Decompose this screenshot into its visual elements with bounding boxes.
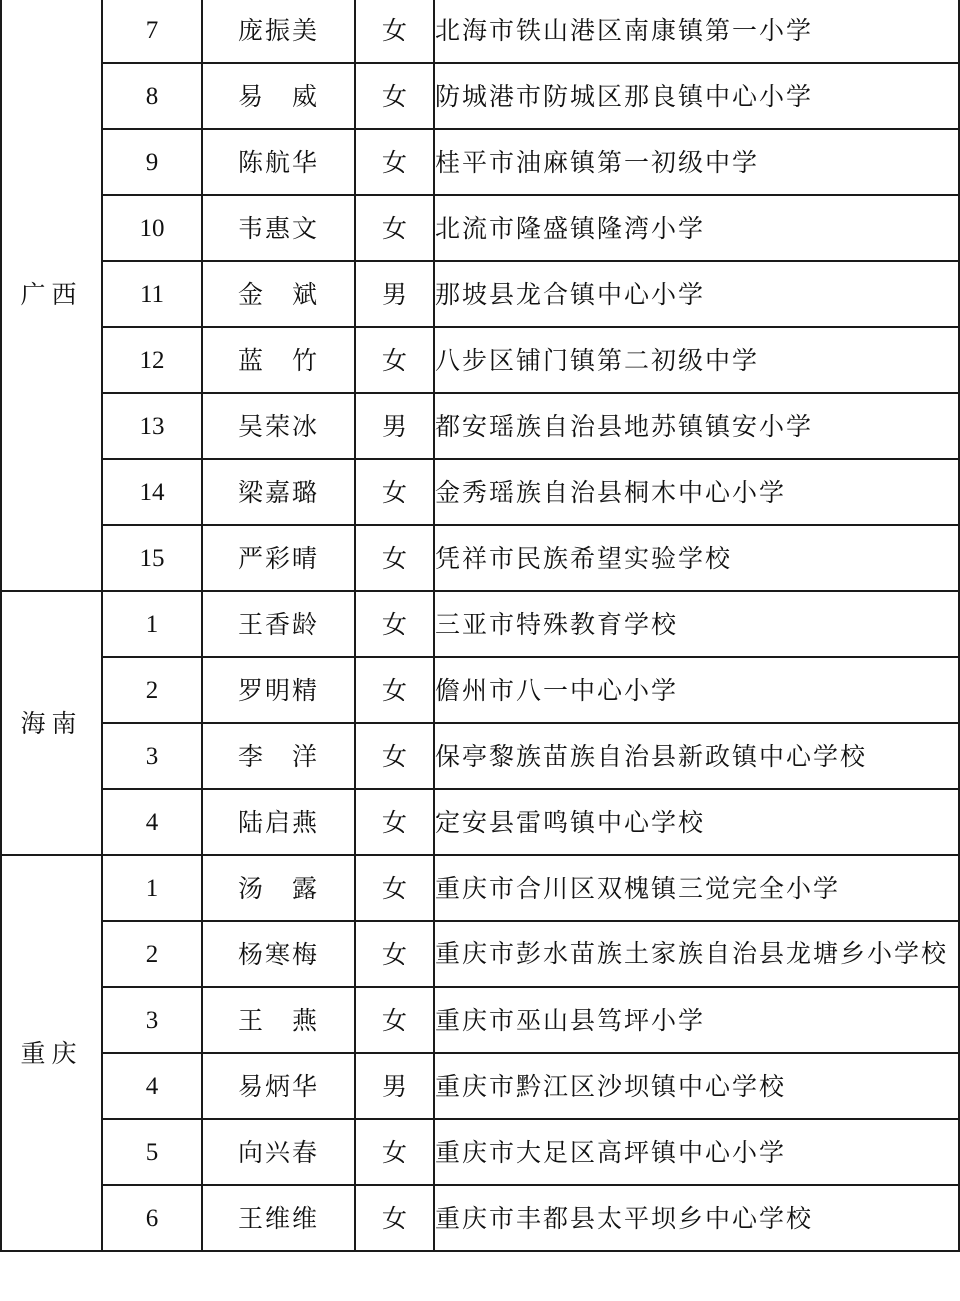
table-row (1, 393, 959, 459)
table-row (1, 1185, 959, 1251)
teacher-name: 陆启燕 (202, 789, 355, 855)
teacher-name: 金 斌 (202, 261, 355, 327)
table-row (1, 63, 959, 129)
teacher-gender: 女 (355, 63, 434, 129)
teacher-gender: 女 (355, 1185, 434, 1251)
school-name: 重庆市大足区高坪镇中心小学 (434, 1119, 959, 1185)
school-name: 重庆市丰都县太平坝乡中心学校 (434, 1185, 959, 1251)
table-row (1, 987, 959, 1053)
teacher-gender: 女 (355, 129, 434, 195)
teacher-gender: 女 (355, 657, 434, 723)
teacher-gender: 男 (355, 261, 434, 327)
table-row (1, 0, 959, 63)
school-name: 北海市铁山港区南康镇第一小学 (434, 0, 959, 63)
teacher-name: 易炳华 (202, 1053, 355, 1119)
teacher-name: 王维维 (202, 1185, 355, 1251)
table-row (1, 1119, 959, 1185)
teacher-name: 严彩晴 (202, 525, 355, 591)
school-name: 定安县雷鸣镇中心学校 (434, 789, 959, 855)
teacher-gender: 女 (355, 525, 434, 591)
teacher-name: 庞振美 (202, 0, 355, 63)
row-number: 15 (102, 525, 202, 591)
school-name: 重庆市巫山县笃坪小学 (434, 987, 959, 1053)
row-number: 3 (102, 723, 202, 789)
teacher-gender: 女 (355, 855, 434, 921)
teacher-name: 蓝 竹 (202, 327, 355, 393)
table-row (1, 1053, 959, 1119)
region-cell-guangxi: 广西 (1, 0, 102, 591)
school-name: 北流市隆盛镇隆湾小学 (434, 195, 959, 261)
row-number: 9 (102, 129, 202, 195)
school-name: 防城港市防城区那良镇中心小学 (434, 63, 959, 129)
school-name: 那坡县龙合镇中心小学 (434, 261, 959, 327)
teacher-name: 易 威 (202, 63, 355, 129)
row-number: 4 (102, 789, 202, 855)
table-row (1, 789, 959, 855)
teacher-gender: 女 (355, 987, 434, 1053)
teacher-name: 王 燕 (202, 987, 355, 1053)
school-name: 保亭黎族苗族自治县新政镇中心学校 (434, 723, 959, 789)
table-row (1, 723, 959, 789)
region-cell-chongqing: 重庆 (1, 855, 102, 1251)
row-number: 5 (102, 1119, 202, 1185)
row-number: 7 (102, 0, 202, 63)
row-number: 10 (102, 195, 202, 261)
table-row (1, 657, 959, 723)
teacher-gender: 女 (355, 921, 434, 987)
teacher-name: 汤 露 (202, 855, 355, 921)
teacher-name: 罗明精 (202, 657, 355, 723)
teacher-gender: 男 (355, 1053, 434, 1119)
teacher-gender: 女 (355, 789, 434, 855)
school-name: 金秀瑶族自治县桐木中心小学 (434, 459, 959, 525)
table-row (1, 129, 959, 195)
school-name: 儋州市八一中心小学 (434, 657, 959, 723)
table-row (1, 855, 959, 921)
row-number: 8 (102, 63, 202, 129)
teacher-name: 吴荣冰 (202, 393, 355, 459)
teacher-gender: 男 (355, 393, 434, 459)
school-name: 三亚市特殊教育学校 (434, 591, 959, 657)
table-row (1, 327, 959, 393)
teacher-gender: 女 (355, 591, 434, 657)
row-number: 1 (102, 855, 202, 921)
teacher-gender: 女 (355, 195, 434, 261)
row-number: 4 (102, 1053, 202, 1119)
table-row (1, 591, 959, 657)
table-row (1, 195, 959, 261)
school-name: 重庆市彭水苗族土家族自治县龙塘乡小学校 (434, 921, 959, 987)
row-number: 1 (102, 591, 202, 657)
teacher-name: 陈航华 (202, 129, 355, 195)
teacher-name: 王香龄 (202, 591, 355, 657)
row-number: 11 (102, 261, 202, 327)
table-row (1, 261, 959, 327)
teacher-name: 韦惠文 (202, 195, 355, 261)
school-name: 凭祥市民族希望实验学校 (434, 525, 959, 591)
teacher-gender: 女 (355, 723, 434, 789)
school-name: 重庆市黔江区沙坝镇中心学校 (434, 1053, 959, 1119)
table-row (1, 525, 959, 591)
teacher-name: 向兴春 (202, 1119, 355, 1185)
row-number: 6 (102, 1185, 202, 1251)
school-name: 都安瑶族自治县地苏镇镇安小学 (434, 393, 959, 459)
row-number: 14 (102, 459, 202, 525)
table-row (1, 459, 959, 525)
row-number: 2 (102, 921, 202, 987)
teacher-gender: 女 (355, 1119, 434, 1185)
row-number: 13 (102, 393, 202, 459)
school-name: 桂平市油麻镇第一初级中学 (434, 129, 959, 195)
table-row (1, 921, 959, 987)
teacher-gender: 女 (355, 459, 434, 525)
teacher-name: 梁嘉璐 (202, 459, 355, 525)
region-cell-hainan: 海南 (1, 591, 102, 855)
row-number: 3 (102, 987, 202, 1053)
school-name: 重庆市合川区双槐镇三觉完全小学 (434, 855, 959, 921)
teacher-gender: 女 (355, 327, 434, 393)
school-name: 八步区铺门镇第二初级中学 (434, 327, 959, 393)
teacher-name: 李 洋 (202, 723, 355, 789)
row-number: 12 (102, 327, 202, 393)
row-number: 2 (102, 657, 202, 723)
teacher-name: 杨寒梅 (202, 921, 355, 987)
teacher-gender: 女 (355, 0, 434, 63)
